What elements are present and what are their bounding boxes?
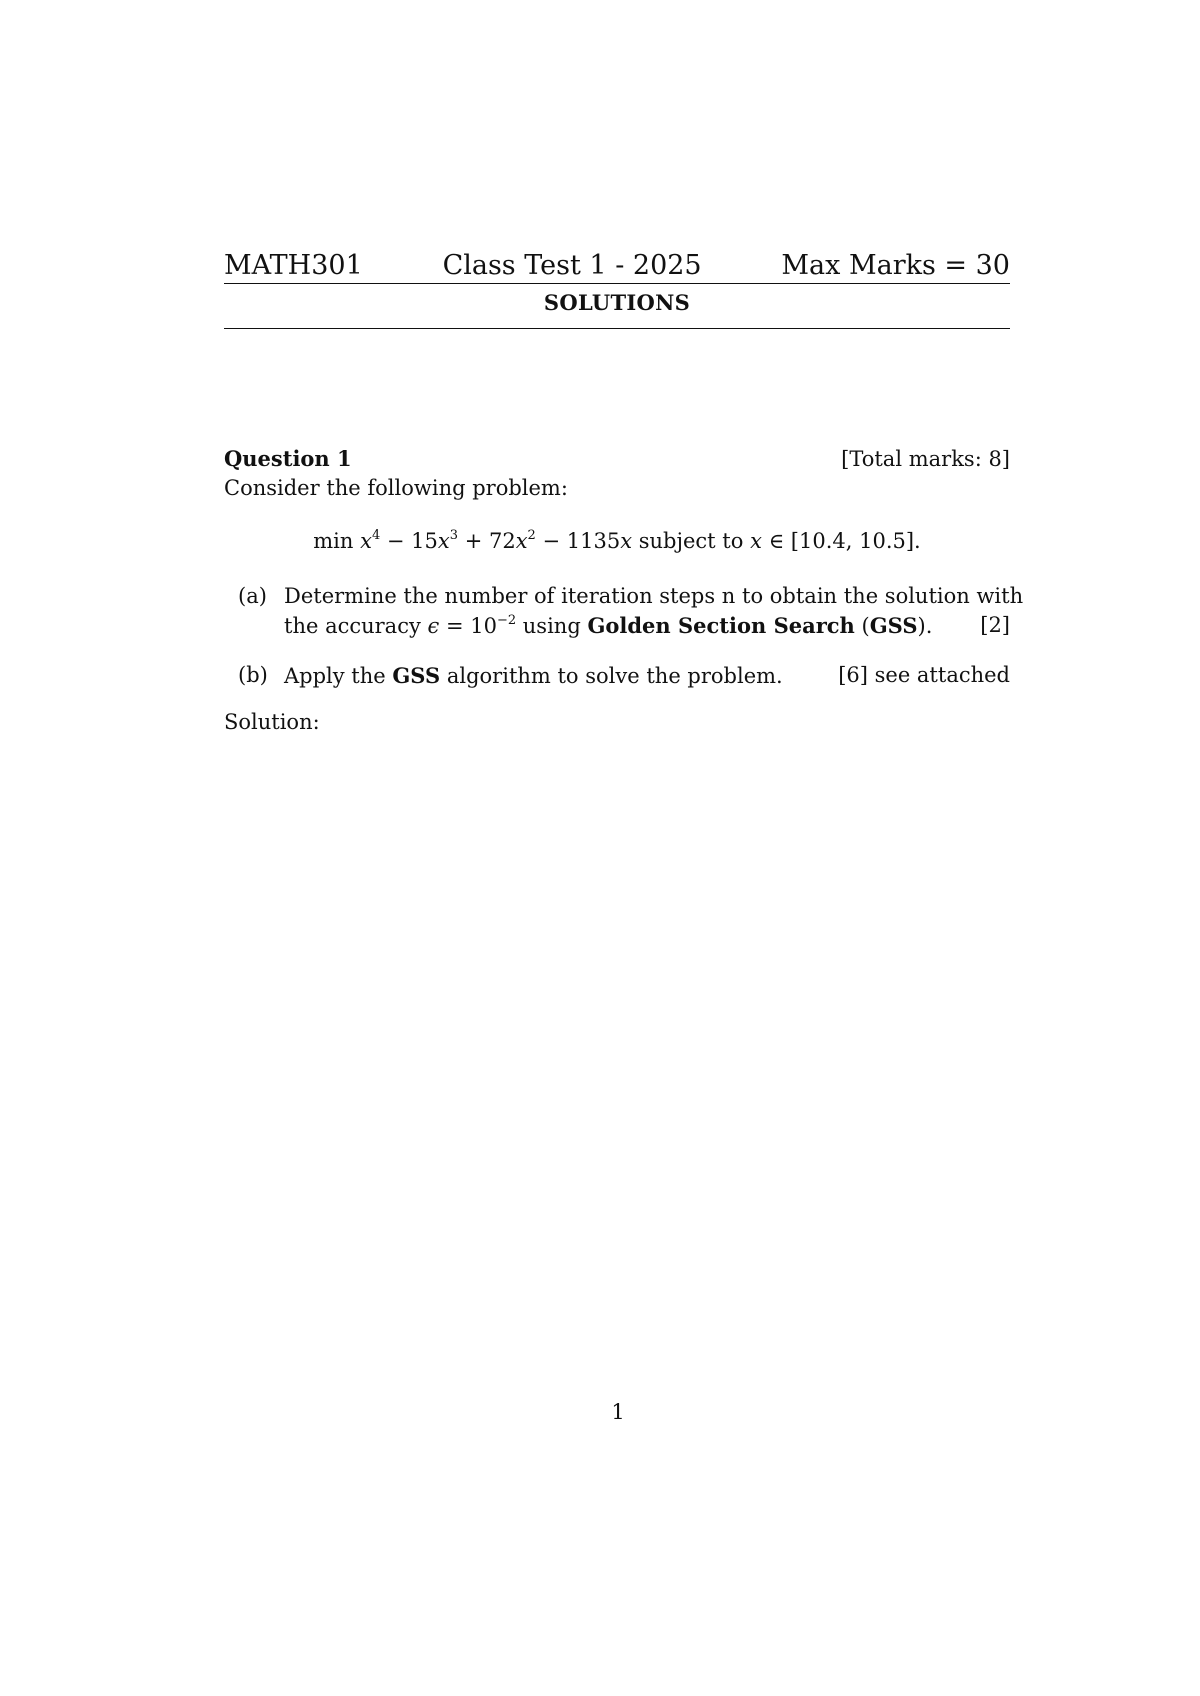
problem-equation: $\min x^4 - 15x^3 + 72x^2 - 1135x$ subject to x ∈ [10.4, 10.5]. bbox=[313, 528, 921, 553]
question-intro: Consider the following problem: bbox=[224, 476, 568, 500]
header-row bbox=[224, 250, 1010, 284]
part-a-marks: [2] bbox=[980, 613, 1010, 637]
part-b-label: (b) bbox=[238, 663, 268, 687]
solution-label: Solution: bbox=[224, 710, 320, 734]
page-number: 1 bbox=[611, 1400, 625, 1424]
course-code: MATH301 bbox=[224, 250, 363, 281]
part-b-line: Apply the GSS algorithm to solve the problem. [6] see attached bbox=[284, 661, 1010, 691]
subtitle: SOLUTIONS bbox=[543, 290, 691, 315]
question-title: Question 1 bbox=[224, 446, 352, 471]
header-divider bbox=[224, 328, 1010, 329]
part-a-line1: Determine the number of iteration steps n to obtain the solution with bbox=[284, 584, 1024, 608]
part-b-marks: [6] see attached bbox=[838, 663, 1010, 687]
question-header bbox=[224, 445, 1010, 473]
part-b bbox=[238, 661, 1010, 691]
part-a-line2: the accuracy $\epsilon = 10^{-2}$ using Golden Section Search (GSS). [2] bbox=[284, 611, 1010, 641]
part-a bbox=[238, 582, 1024, 641]
max-marks: Max Marks = 30 bbox=[781, 250, 1010, 281]
question-total-marks: [Total marks: 8] bbox=[841, 447, 1010, 471]
part-a-label: (a) bbox=[238, 584, 267, 608]
test-title: Class Test 1 - 2025 bbox=[442, 250, 702, 281]
